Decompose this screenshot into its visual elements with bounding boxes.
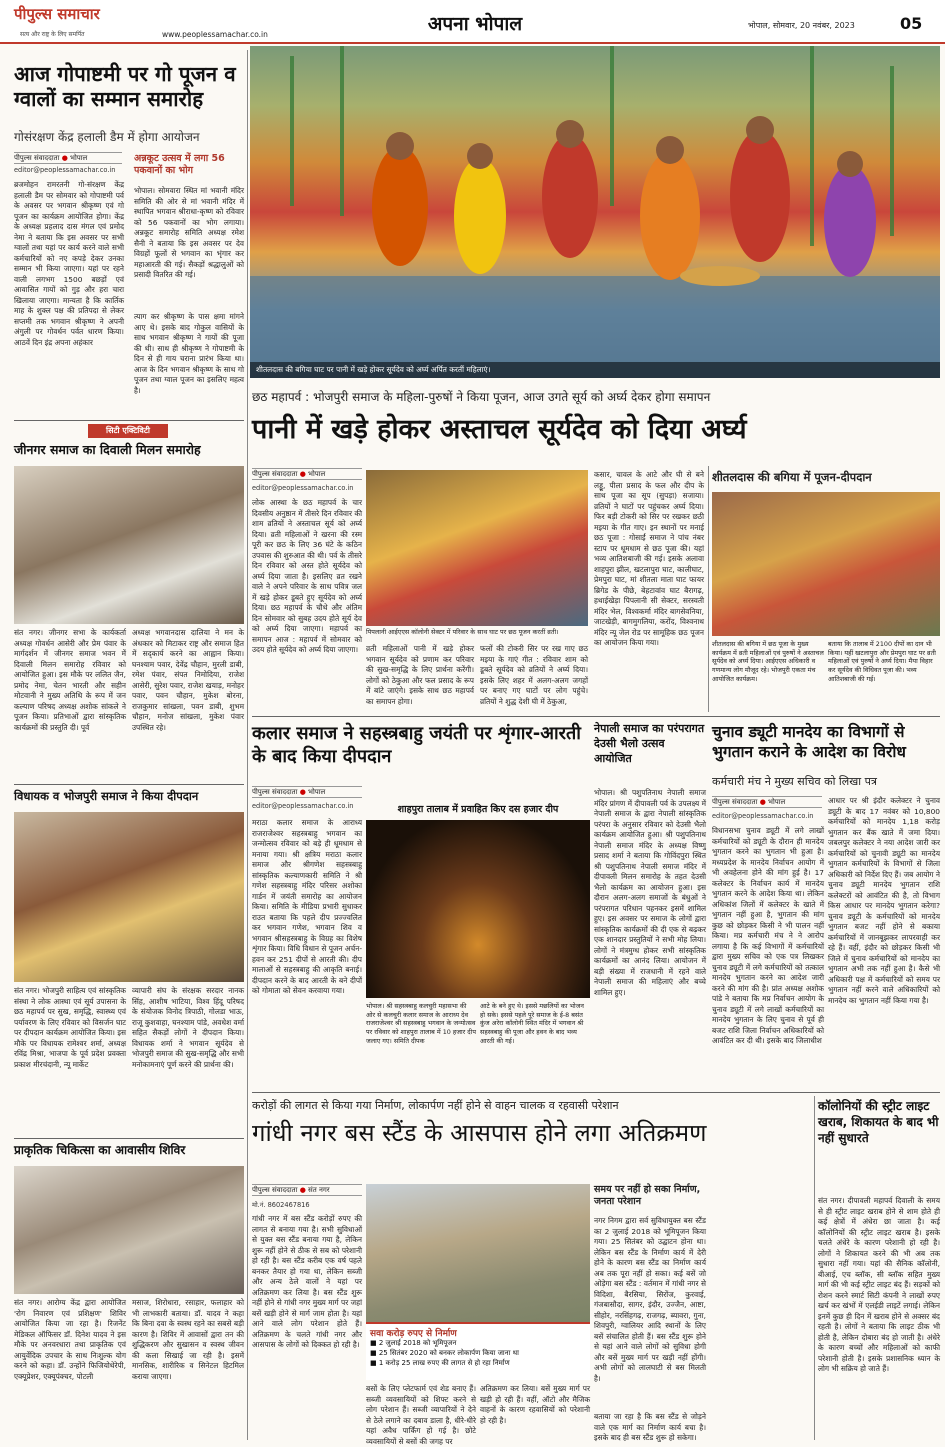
jeengar-headline: जीनगर समाज का दिवाली मिलन समारोह xyxy=(14,442,201,457)
main-photo-scene xyxy=(250,46,940,378)
nepali-headline: नेपाली समाज का परंपरागत देउसी भैलो उत्सव आयोजित xyxy=(594,722,705,765)
main-photo-caption: शीतलदास की बगिया घाट पर पानी में खड़े होकर सूर्यदेव को अर्घ्य अर्पित करतीं महिलाएं। xyxy=(250,362,940,378)
kalar-caption: भोपाल। श्री सहस्त्रबाहु कलचुरी महासभा की ओर से कलचुरी कलार समाज के आराध्य देव राजराजेश्वर श्री सहस्त्रबाहु भगवान के जन्मोत्सव पर रविवार को शाहपुरा तालाब में 10 हजार दीप जलाए गए। समिति दीपक xyxy=(366,1002,476,1045)
busstand-bullet: ■ 25 सितंबर 2020 को बनकर लोकार्पण किया जाना था xyxy=(370,1348,519,1357)
busstand-photo-box-title: सवा करोड़ रुपए से निर्माण xyxy=(370,1329,457,1339)
masthead-url: www.peoplessamachar.co.in xyxy=(162,30,268,39)
colony-body: संत नगर। दीपावली महापर्व दिवाली के समय से ही स्ट्रीट लाइट खराब होने से शाम होते ही कई क्षेत्रों में अंधेरा छा जाता है। कई कॉलोनियों की स्ट्रीट लाइट खराब है। इसके चलते अंधेरे के कारण परेशानी हो रही है। लोगों ने शिकायत करने की भी अब तक सुधारा नहीं गया। यहां की सैनिक कॉलोनी, बीआई, एच ब्लॉक, सी ब्लॉक सहित मुख्य मार्ग की भी कई स्ट्रीट लाइट बंद हैं। सड़कों को रोशन करने स्मार्ट सिटी कंपनी ने लाखों रुपए खर्च कर खंभों में एलईडी लाइटें लगाई। लेकिन इनमें कुछ ही दिन में खराब होने से अक्सर बंद रहती है। लोगों ने बताया कि लाइट ठीक भी होती है, लेकिन दोबारा बंद हो जाती है। अंधेरे के कारण बच्चों और महिलाओं को काफी परेशानी होती है। इसके प्रशासनिक ध्यान के लोग भी सक्रिय हो जाते हैं। xyxy=(818,1196,940,1374)
chunav-byline: पीपुल्स संवाददाता ● भोपाल xyxy=(712,796,822,808)
busstand-photo-box xyxy=(366,1322,590,1380)
masthead xyxy=(0,0,945,44)
chhath-email: editor@peoplessamachar.co.in xyxy=(252,484,354,492)
dateline: भोपाल, सोमवार, 20 नवंबर, 2023 xyxy=(748,21,855,30)
prakritik-headline: प्राकृतिक चिकित्सा का आवासीय शिविर xyxy=(14,1143,186,1157)
section-title: अपना भोपाल xyxy=(427,13,523,35)
busstand-col2: बसों के लिए प्लेटफार्म एवं शेड बनाए हैं। सब्जी व्यवसायियों को शिफ्ट करने से लोग परेशान हैं। सब्जी व्यापारियों ने देने से ठेले लगाने का दबाव डाला है, धीरे-धीरे यहां अवैध पार्किंग हो गई है। छोटे व्यवसायियों से बसों की जगह पर xyxy=(366,1384,476,1446)
divider xyxy=(14,420,244,421)
gopashtami-byline: पीपुल्स संवाददाता ● भोपाल xyxy=(14,152,122,164)
chunav-col1: विधानसभा चुनाव ड्यूटी में लगे लाखों कर्मचारियों को ड्यूटी के दौरान ही मानदेय भुगतान करने का भुगतान भी हुआ है। मध्यप्रदेश के मानदेय निर्वाचन आयोग में भी अवहेलना होने की मांग हुई है। 17 कलेक्टर के निर्वाचन कार्य में मानदेय भुगतान करने के आदेश किया था। लेकिन अधिकांश जिलों में कलेक्टर के खाते में भुगतान नहीं हुआ है, भुगतान की मांग कुछ को छोड़कर किसी ने भी पालन नहीं किया। मप्र कर्मचारी मंच ने ने आरोप लगाया है कि कई विभागों में कर्मचारियों द्वारा मुख्य सचिव को एक पत्र लिखकर चुनाव ड्यूटी में लगे कर्मचारियों को तत्काल मानदेय भुगतान करने का आदेश जारी करने की मांग की है। प्रांत अध्यक्ष अशोक पांडे ने बताया कि मप्र निर्वाचन आयोग के चुनाव ड्यूटी में लगे लाखों कर्मचारियों का मानदेय भुगतान के लिए चुनाव से पूर्व ही बजट राशि जिला निर्वाचन अधिकारियों को आवंटित कर दी थी। इसके बाद जिलाधीश xyxy=(712,826,824,1046)
busstand-col1: गांधी नगर में बस स्टैंड करोड़ों रुपए की लागत से बनाया गया है। सभी सुविधाओं से युक्त बस स्टैंड बनाया गया है, लेकिन शुरू नहीं होने से ठीक से सब को परेशानी हो रही है। बस स्टैंड करीब एक वर्ष पहले बनकर तैयार हो गया था, लेकिन सब्जी और अन्य ठेले वालों ने यहां पर अतिक्रमण कर लिया है। बस स्टैंड शुरू नहीं होने से गांधी नगर मुख्य मार्ग पर जहां बसें खड़ी होने से मार्ग जाम होता है। यहां आने वाले लोग परेशान होते हैं। अतिक्रमण के चलते गांधी नगर और आसपास के लोगों को दिक्कत हो रही है। xyxy=(252,1214,362,1350)
main-photo xyxy=(250,46,940,378)
divider xyxy=(14,1138,244,1139)
chunav-col2: आधार पर श्री इंदौर कलेक्टर ने चुनाव ड्यूटी के बाद 17 नवंबर को 10,800 कर्मचारियों को मानदेय 1,18 करोड़ भुगतान कर बैंक खाते में जमा दिया। जबलपुर कलेक्टर ने नया आदेश जारी कर कर्मचारियों को चुनावी ड्यूटी का मानदेय भुगतान कर्मचारियों के विभागों से जिला अधिकारी को निर्देश दिए हैं। जब आयोग ने चुनाव ड्यूटी मानदेय भुगतान राशि कलेक्टरों को आवंटित की है, तो विभाग किस आधार पर मानदेय भुगतान करेगा? चुनाव ड्यूटी के कर्मचारियों को मानदेय भुगतान बजट नहीं होने से बकाया कर्मचारियों में जानबूझकर लापरवाही कर रहे हैं। वहीं, इंदौर को छोड़कर किसी भी जिले में चुनाव कर्मचारियों को मानदेय का भुगतान अभी तक नहीं हुआ है। कैसे भी अधिकारी पक्ष में कर्मचारियों को समय पर भुगतान नहीं करने वाले अधिकारियों को मानदेय का भुगतान नहीं किया गया है। xyxy=(828,796,941,1005)
busstand-mobile: मो.नं. 8602467816 xyxy=(252,1201,310,1209)
vidhayak-headline: विधायक व भोजपुरी समाज ने किया दीपदान xyxy=(14,789,199,803)
chunav-headline: चुनाव ड्यूटी मानदेय का विभागों से भुगतान कराने के आदेश का विरोध xyxy=(712,723,906,762)
busstand-bullet: ■ 1 करोड़ 25 लाख रुपए की लागत से हो रहा निर्माण xyxy=(370,1358,510,1367)
busstand-col3: अतिक्रमण कर लिया। बसें मुख्य मार्ग पर खड़ी हो रही हैं। वहीं, ऑटो और मैजिक वाहनों के कारण रहवासियों को परेशानी हो रही है। xyxy=(480,1384,590,1425)
chhath-photo-caption: पिपलानी आईएएस कॉलोनी सेक्टर में परिवार के साथ घाट पर छठ पूजन करतीं व्रती। xyxy=(366,628,559,636)
gopashtami-body-col2: त्याग कर श्रीकृष्ण के पास क्षमा मांगने आए थे। इसके बाद गोकुल वासियों के साथ भगवान श्रीकृष्ण ने गायों की पूजा की थी। साथ ही श्रीकृष्ण ने गोपाष्टमी के दिन से ही गाय चराना प्रारंभ किया था। आज के दिन भगवान श्रीकृष्ण के साथ गो पूजन तथा ग्वाल पूजन का इसलिए महत्व है। xyxy=(134,312,244,395)
chunav-email: editor@peoplessamachar.co.in xyxy=(712,812,814,820)
gopashtami-body-col1: ब्रजमोहन रामरतनी गो-संरक्षण केंद्र हलाली डैम पर सोमवार को गोपाष्टमी पर्व के अवसर पर भगवान श्रीकृष्ण एवं गो पूजन का कार्यक्रम आयोजित होगा। केंद्र के अध्यक्ष प्रहलाद दास मंगल एवं प्रमोद नेमा ने बताया कि इस अवसर पर सभी ग्वालों तथा यहां पर कार्य करने वाले सभी कर्मचारियों को नए कपड़े देकर उनका सम्मान भी किया जाएगा। यहां पर रहने वाली लगभग 1500 बछड़ों एवं आवासित गायों को गुड़ और हरा चारा खिलाया जाएगा। मान्यता है कि कार्तिक माह के शुक्ल पक्ष की प्रतिपदा से लेकर सप्तमी तक भगवान श्रीकृष्ण ने अपनी अंगुली पर गोवर्धन पर्वत धारण किया। आठवें दिन इंद्र अपना अहंकार xyxy=(14,180,124,347)
kalar-email: editor@peoplessamachar.co.in xyxy=(252,802,354,810)
logo-tag: सत्य और राष्ट्र के लिए समर्पित xyxy=(20,31,85,38)
sheetaldas-title: शीतलदास की बगिया में पूजन-दीपदान xyxy=(712,470,872,484)
vidhayak-body: संत नगर। भोजपुरी साहित्य एवं सांस्कृतिक संस्था ने लोक आस्था एवं सूर्य उपासना के छठ महापर्व पर सुख, समृद्धि, स्वास्थ्य एवं पर्यावरण के लिए रविवार को विसर्जन घाट पर दीपदान कार्यक्रम आयोजित किया। इस मौके पर विधायक रामेश्वर शर्मा, अध्यक्ष रविंद्र मिश्रा, भाजपा के पूर्व प्रदेश प्रवक्ता प्रकाश मीरचंदानी, न्यू मार्केट xyxy=(14,986,126,1069)
column-divider xyxy=(814,1096,815,1440)
busstand-photo xyxy=(366,1184,590,1380)
kalar-photo-title: शाहपुरा तालाब में प्रवाहित किए दस हजार दीप xyxy=(397,804,559,815)
kalar-headline: कलार समाज ने सहस्त्रबाहु जयंती पर शृंगार-आरती के बाद किया दीपदान xyxy=(252,723,581,768)
divider xyxy=(252,716,940,717)
busstand-byline: पीपुल्स संवाददाता ● संत नगर xyxy=(252,1184,362,1196)
chhath-byline: पीपुल्स संवाददाता ● भोपाल xyxy=(252,468,362,480)
prakritik-body: संत नगर। आरोग्य केंद्र द्वारा आयोजित 'रोग निवारण एवं प्रशिक्षण' शिविर आयोजित किया जा रहा है। रिजनेंट मेडिकल ऑफिसर डॉ. दिनेश यादव ने इस मौके पर अनवरधारा तथा प्राकृतिक एवं आयुर्वेदिक उपचार के साथ निःशुल्क योग करने को कहा। डॉ. उन्होंने फिजियोथेरेपी, एक्यूप्रेशर, एक्यूपंक्चर, पोटली xyxy=(14,1298,126,1381)
busstand-kicker: करोड़ों की लागत से किया गया निर्माण, लोकार्पण नहीं होने से वाहन चालक व रहवासी परेशान xyxy=(252,1099,619,1112)
gopashtami-email: editor@peoplessamachar.co.in xyxy=(14,166,116,174)
chhath-col4: कसार, चावल के आटे और घी से बने लड्डू, पीला प्रसाद के फल और दीप के साथ पूजा का सूप (सुपड़ा) सजाया। व्रतियों ने घाटों पर पहुंचकर अर्घ्य दिया। फिर बड़ी टोकरी को सिर पर रखकर छठी मइया के गीत गाए। इन स्थानों पर मनाई छठ पूजा : गोसाईं समाज ने पांच नंबर स्टाप पर धूमधाम से छठ पूजा की। यहां भव्य आतिशबाजी की गई। इसके अलावा शाहपुरा झील, खटलापुरा घाट, कालीघाट, प्रेमपुरा घाट, मां शीतला माता घाट फायर ब्रिगेड के पीछे, बेहटावांव घाट बैरागढ़, हथाईखेड़ा पिपलानी सी सेक्टर, सरस्वती मंदिर भेल, विश्वकर्मा मंदिर बागसेवनिया, जाटखेड़ी, बागमुगलिया, करोंद, विश्वनाथ मंदिर न्यू जेल रोड पर सामूहिक छठ पूजन का आयोजन किया गया। xyxy=(594,470,704,648)
kalar-caption-2: आटे के बने हुए थे। इससे मछलियों का भोजन हो सके। इससे पहले पूरे समाज के ई-8 बसंत कुंज अरेरा कॉलोनी स्थित मंदिर में भगवान श्री सहस्त्रबाहु की पूजा और हवन के बाद भव्य आरती की गई। xyxy=(480,1002,584,1045)
vidhayak-body-2: व्यापारी संघ के संरक्षक सरदार नानक सिंह, आशीष भाटिया, विश्व हिंदू परिषद के संयोजक विनोद त्रिपाठी, गोलडा भाऊ, राजू कुशवाहा, घनश्याम पांडे, अवधेश वर्मा सहित सैकड़ों लोगों ने दीपदान किया। विधायक शर्मा ने भगवान सूर्यदेव से भोजपुरी समाज की सुख-समृद्धि और सभी मनोकामनाएं पूर्ण करने की प्रार्थना की। xyxy=(132,986,244,1069)
prakritik-photo xyxy=(14,1166,244,1294)
city-activity-label: सिटी एक्टिविटी xyxy=(88,424,168,438)
masthead-logo xyxy=(14,4,154,32)
gopashtami-subhead: गोसंरक्षण केंद्र हलाली डैम में होगा आयोजन xyxy=(14,130,200,144)
jeengar-photo xyxy=(14,466,244,624)
sheetaldas-caption-2: बताया कि तालाब में 2100 दीपों का दान भी किया। यहीं खटलापुरा और प्रेमपुरा घाट पर व्रती महिलाओं एवं पुरुषों ने अर्घ्य दिया। मैया विहार कर सूर्यदेव की विधिवत पूजा की। भव्य आतिशबाजी की गई। xyxy=(828,640,936,683)
column-divider xyxy=(708,466,709,712)
logo-text: पीपुल्स समाचार xyxy=(14,5,100,23)
colony-headline: कॉलोनियों की स्ट्रीट लाइट खराब, शिकायत के बाद भी नहीं सुधारते xyxy=(818,1099,939,1146)
annakut-heading: अन्नकूट उत्सव में लगा 56 पकवानों का भोग xyxy=(134,153,225,177)
chhath-col3: फलों की टोकरी सिर पर रख गाए छठ मइया के गाएं गीत : रविवार शाम को डूबते सूर्यदेव को व्रतियों ने अर्घ्य दिया। इसके लिए शहर में अलग-अलग जगहों पर बनाए गए घाटों पर लोग पहुंचे। व्रतियों ने शुद्ध देशी घी में ठेकुआ, xyxy=(480,644,588,706)
busstand-headline: गांधी नगर बस स्टैंड के आसपास होने लगा अतिक्रमण xyxy=(252,1119,707,1147)
busstand-side-title: समय पर नहीं हो सका निर्माण, जनता परेशान xyxy=(594,1184,701,1208)
kalar-body: मराठा कलार समाज के आराध्य राजराजेश्वर सहस्त्रबाहु भगवान का जन्मोत्सव रविवार को बड़े ही धूमधाम से मनाया गया। श्री क्षत्रिय मराठा कलार समाज और श्रीगणेश सहस्त्रबाहु सांस्कृतिक कल्याणकारी समिति ने श्री गणेश सहस्त्रबाहु मंदिर परिसर अशोका गार्डन में जयंती समारोह का आयोजन किया। समिति के मीडिया प्रभारी सुधाकर राउत बताया कि पहले दीप प्रज्ज्वलित कर भगवान गणेश, भगवान शिव व भगवान श्रीसहस्त्रबाहु के विग्रह का विशेष शृंगार किया। विधि विधान से पूजन अर्चन-हवन कर 251 दीपों से आरती की। दीप मालाओं से सहस्त्रबाहु की आकृति बनाई। दीपदान करने के बाद आरती के बने दीपों को गोमाता को सेवन करवाया गया। xyxy=(252,818,362,996)
prakritik-body-2: मसाज, शिरोधारा, रसाहार, फलाहार को भी लाभकारी बताया। डॉ. यादव ने कहा कि बिना दवा के स्वस्थ रहने का सबसे बड़ी कारण है। शिविर में आवासों द्वारा तन की शुद्धिकरण और सुखासन व स्वस्थ जीवन की कला सिखाई जा रही है। इसमें मानसिक, शारीरिक व सिनेटल हिटमिल कराया जाएगा। xyxy=(132,1298,244,1381)
column-divider xyxy=(247,50,248,1440)
busstand-col4: बताया जा रहा है कि बस स्टैंड से जोड़ने वाले एक मार्ग का निर्माण कार्य बचा है। इसके बाद ही बस स्टैंड शुरू हो सकेगा। xyxy=(594,1412,706,1443)
chhath-col2: व्रती महिलाओं पानी में खड़े होकर भगवान सूर्यदेव को प्रणाम कर परिवार की सुख-समृद्धि के लिए प्रार्थना करेंगी। लोगों को ठेकुआ और फल प्रसाद के रूप में बांटे जाएंगे। इसके साथ छठ महापर्व का समापन होगा। xyxy=(366,644,474,706)
busstand-side-body: नगर निगम द्वारा सर्व सुविधायुक्त बस स्टैंड का 2 जुलाई 2018 को भूमिपूजन किया गया। 25 सितंबर को उद्घाटन होना था। लेकिन बस स्टैंड के निर्माण कार्य में देरी होने के कारण बस स्टैंड का निर्माण कार्य अब तक पूरा नहीं हो सका। कई बसें जो ओड़ेगा बस स्टैंड : वर्तमान में गांधी नगर से विदिशा, बैरसिया, सिरोंज, कुरवाई, गंजबासौदा, सागर, इंदौर, उज्जैन, आष्टा, सीहोर, नरसिंहगढ़, राजगढ़, ब्यावरा, गुना, शिवपुरी, ग्वालियर आदि स्थानों के लिए बसें संचालित होती हैं। बस स्टैंड शुरू होने से यहां आने वाले लोगों को सुविधा होगी और बसें मुख्य मार्ग पर खड़ी नहीं होंगी। अभी लोगों को लालघाटी से बस मिलती है। xyxy=(594,1216,706,1383)
sheetaldas-photo xyxy=(712,492,940,636)
chhath-headline: पानी में खड़े होकर अस्ताचल सूर्यदेव को दिया अर्घ्य xyxy=(252,414,747,445)
chhath-kicker: छठ महापर्व : भोजपुरी समाज के महिला-पुरुषों ने किया पूजन, आज उगते सूर्य को अर्घ्य देकर होगा समापन xyxy=(252,390,711,404)
divider xyxy=(252,1092,940,1093)
page-number: 05 xyxy=(900,14,923,33)
busstand-bullet: ■ 2 जुलाई 2018 को भूमिपूजन xyxy=(370,1339,457,1347)
vidhayak-photo xyxy=(14,812,244,982)
jeengar-body-2: अध्यक्ष भगवानदास दालिया ने मन के अंधकार को मिटाकर राष्ट्र और समाज हित में सद्कार्य करने का आह्वान किया। घनश्याम पवार, देवेंद्र चौहान, मुरली डाबी, रमेश पंवार, संपत निमोदिया, राजेश आसेरी, सुरेश पवार, राजेश खयाड़, मनोहर पवार, पवन चौहान, मुकेश बोरना, राजकुमार सांखला, पवन डाबी, शुभम चौहान, मनोज सांखला, मुकेश पंवार उपस्थित रहे। xyxy=(132,628,244,732)
nepali-body: भोपाल। श्री पशुपतिनाथ नेपाली समाज मंदिर प्रांगण में दीपावली पर्व के उपलक्ष्य में नेपाली समाज के द्वारा नेपाली सांस्कृतिक परंपरा के अनुसार रविवार को देउसी भैलो कार्यक्रम आयोजित हुआ। श्री पशुपतिनाथ नेपाली समाज मंदिर के अध्यक्ष विष्णु प्रसाद शर्मा ने बताया कि गोविंदपुरा स्थित श्री पशुपतिनाथ नेपाली समाज मंदिर में दीपावली मिलन समारोह के तहत देउसी भैलो कार्यक्रम का आयोजन हुआ। इस दौरान अलग-अलग समाजों के बंधुओं ने परंपरागत परिधान पहनकर इसमें शामिल हुए। इस अवसर पर समाज के लोगों द्वारा सांस्कृतिक कार्यक्रमों की दी एक से बढ़कर एक शानदार प्रस्तुतियों ने सभी मोह लिया। लोगों ने मंत्रमुग्ध होकर सभी सांस्कृतिक कार्यक्रमों का आनंद लिया। आयोजन में बड़ी संख्या में राजधानी में रहने वाले नेपाली समाज की महिलाएं और बच्चे शामिल हुए। xyxy=(594,788,706,997)
divider xyxy=(14,784,244,785)
sheetaldas-caption-1: शीतलदास की बगिया में छठ पूजा के मुख्य कार्यक्रम में व्रती महिलाओं एवं पुरुषों ने अस्ताचल सूर्यदेव को अर्घ्य दिया। आईएएस अधिकारी व गणमान्य लोग मौजूद रहे। भोजपुरी एकता मंच आयोजित कार्यक्रम। xyxy=(712,640,824,683)
chhath-photo xyxy=(366,470,588,626)
kalar-byline: पीपुल्स संवाददाता ● भोपाल xyxy=(252,786,362,798)
chunav-subhead: कर्मचारी मंच ने मुख्य सचिव को लिखा पत्र xyxy=(712,775,877,788)
gopashtami-headline: आज गोपाष्टमी पर गो पूजन व ग्वालों का सम्मान समारोह xyxy=(14,62,236,111)
jeengar-body: संत नगर। जीनगर सभा के कार्यकर्ता अध्यक्ष गोवर्धन आसेरी और प्रेम पंवार के मार्गदर्शन में जीनगर समाज भवन में दिवाली मिलन समारोह रविवार को आयोजित हुआ। इस मौके पर ललित जैन, प्रमोद नेमा, चेतन भारती और सहीन मोटवानी ने मुख्य अतिथि के रूप में जन कल्याण परिषद अध्यक्ष अशोक सांकले ने पूजन किया। प्रतिभाओं द्वारा सांस्कृतिक कार्यक्रमों की प्रस्तुति दी। पूर्व xyxy=(14,628,126,732)
annakut-body: भोपाल। सोमवारा स्थित मां भवानी मंदिर समिति की ओर से मां भवानी मंदिर में स्थापित भगवान श्रीराधा-कृष्ण को रविवार को 56 पकवानों का भोग लगाया। अन्नकूट समारोह समिति अध्यक्ष रमेश सैनी ने बताया कि इस अवसर पर देव विग्रहों फूलों से भगवान का भृंगार कर महाआरती की गई। सैकड़ों श्रद्धालुओं को प्रसादी वितरित की गई। xyxy=(134,186,244,280)
kalar-photo xyxy=(366,820,590,998)
chhath-col1: लोक आस्था के छठ महापर्व के चार दिवसीय अनुष्ठान में तीसरे दिन रविवार की शाम व्रतियों ने अस्ताचल सूर्य को अर्घ्य दिया। व्रती महिलाओं ने खरना की रस्म पूरी कर छठ के लिए 36 घंटे के कठिन उपवास की शुरुआत की थी। पर्व के तीसरे दिन रविवार को अस्त होते सूर्यदेव को अर्घ्य दिया जाता है। इसलिए व्रत रखने वाले ने अपने परिवार के साथ पवित्र जल में खड़े होकर डूबते हुए सूर्यदेव को अर्घ्य दिया। छठ महापर्व के चौथे और अंतिम दिन सोमवार को सुबह उदय होते सूर्य देव को अर्घ्य दिया जाएगा। महापर्व का समापन आज : महापर्व में सोमवार को उदय होते सूर्यदेव को अर्घ्य दिया जाएगा। xyxy=(252,498,362,655)
